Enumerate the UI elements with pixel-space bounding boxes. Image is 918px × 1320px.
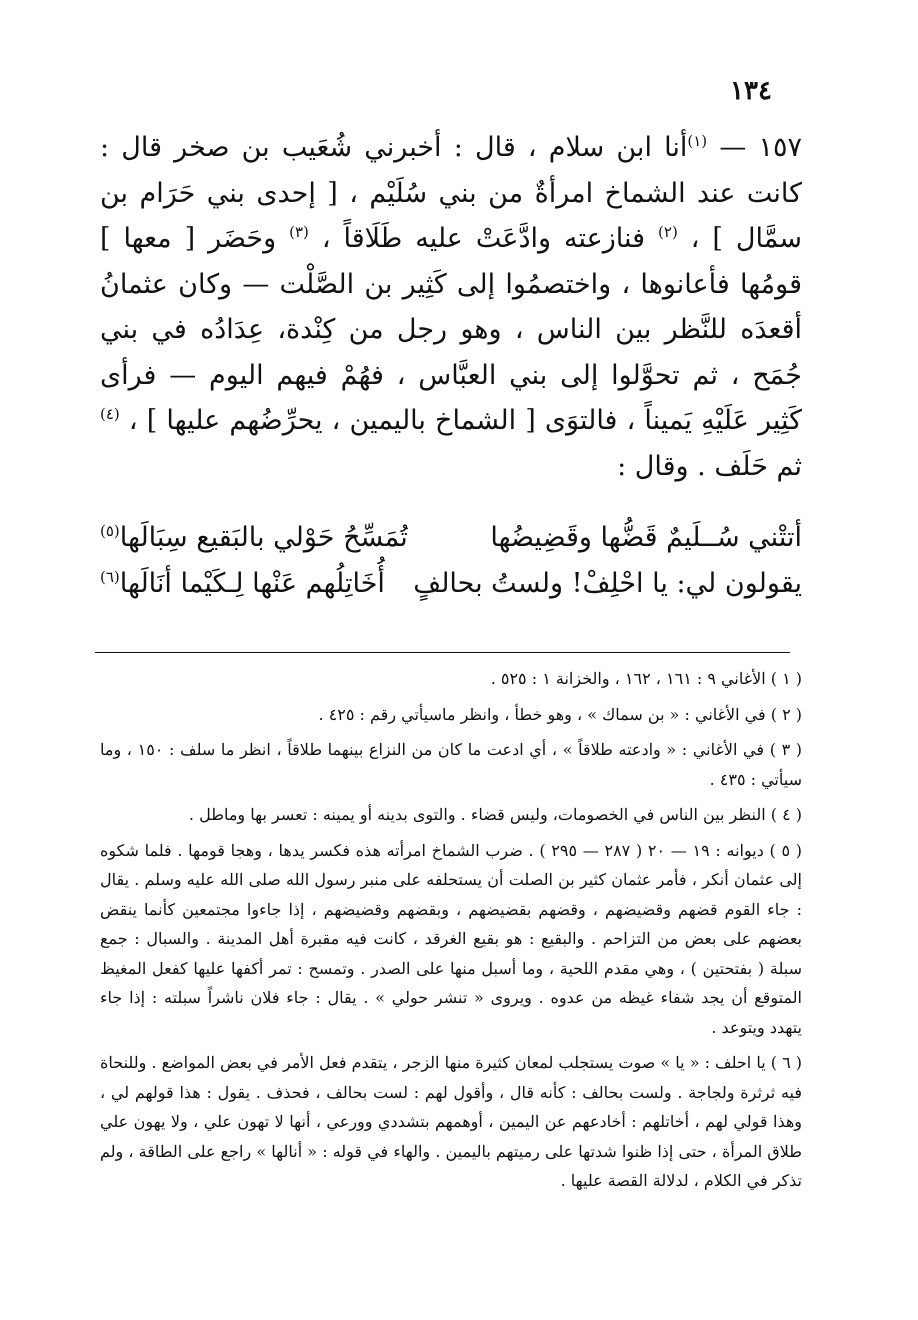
paragraph-text-2: فنازعته وادَّعَتْ عليه طَلَاقاً ، [321, 223, 646, 254]
main-paragraph [100, 125, 802, 489]
footnote-ref-2: (٢) [658, 223, 678, 241]
footnote-separator [95, 652, 790, 653]
paragraph-text-1: أنا ابن سلام ، قال : أخبرني شُعَيب بن صخر قال : كانت عند الشماخ امرأةٌ من بني سُلَيْم ، [ إحدى بني حَرَام بن سمَّال ] ، [100, 132, 803, 254]
footnote [100, 836, 802, 1043]
footnote [100, 1048, 802, 1196]
footnote-number: ( ٢ ) [770, 704, 802, 724]
footnote-ref-3: (٣) [289, 223, 309, 241]
paragraph-text-3: وحَضَر [ معها ] قومُها فأعانوها ، واختصمُوا إلى كَثِير بن الصَّلْت — وكان عثمانُ أقعدَه للنَّظر بين الناس ، وهو رجل من كِنْدة، عِدَادُه في بني جُمَح ، ثم تحوَّلوا إلى بني العبَّاس ، فهُمْ فيهم اليوم — فرأى كَثِير عَلَيْهِ يَميناً ، فالتوَى [ الشماخ باليمين ، يحرِّضُهم عليها ] ، [100, 223, 802, 436]
poem-verse [100, 515, 802, 561]
page-number: ١٣٤ [730, 76, 772, 106]
footnote-number: ( ٥ ) [769, 840, 803, 860]
footnotes [100, 664, 802, 1202]
footnote-ref-1: (١) [687, 132, 708, 150]
footnote [100, 664, 802, 694]
footnote-number: ( ٤ ) [770, 805, 802, 824]
verse-second-hemistich [100, 515, 408, 561]
footnote [100, 700, 802, 730]
verse-first-hemistich: يقولون لي: يا احْلِفْ! ولستُ بحالفٍ [413, 568, 802, 599]
footnote-text: في الأغاني : « بن سماك » ، وهو خطأ ، وانظر ماسيأتي رقم : ٤٢٥ . [318, 704, 766, 724]
footnote-text: ديوانه : ١٩ — ٢٠ ( ٢٨٧ — ٢٩٥ ) . ضرب الشماخ امرأته هذه فكسر يدها ، وهجا قومها . فلما شكوه إلى عثمان أنكر ، فأمر عثمان كثير بن الصلت أن يستحلفه على منبر رسول الله صلى الله عليه وسلم . يقال : جاء القوم قضهم وقضيضهم ، وقضهم بقضيضهم ، وبقضهم وقضيضهم ، إذا جاءوا مجتمعين كأنما ينقض بعضهم على بعض من التزاحم . والبقيع : هو بقيع الغرقد ، كانت فيه مقبرة أهل المدينة . والسبال : جمع سبلة ( بفتحتين ) ، وهي مقدم اللحية ، وما أسبل منها على الصدر . وتمسح : تمر أكفها عليها كفعل المغيظ المتوقع أن يجد شفاء غيظه من عدوه . ويروى « تنشر حولي » . يقال : جاء فلان ناشراً سبلته : إذا جاء يتهدد ويتوعد . [100, 840, 802, 1037]
footnote-text: يا احلف : « يا » صوت يستجلب لمعان كثيرة منها الزجر ، يتقدم فعل الأمر في بعض المواضع . وللنحاة فيه ثرثرة ولجاجة . ولست بحالف : كأنه قال ، وأقول لهم : لست بحالف ، فحذف . يقول : هذا قولهم لي ، وهذا قولي لهم ، أخاتلهم : أخادعهم عن اليمين ، أوهمهم بتشددي وورعي ، أنها لا تهون علي ، ولا يهون علي طلاق المرأة ، حتى إذا ظنوا شدتها على رميتهم باليمين . والهاء في قوله : « أنالها » راجع على الطاقة ، ولم تذكر في الكلام ، لدلالة القصة عليها . [100, 1053, 803, 1190]
verse-first-hemistich: أتتْني سُــلَيمٌ قَضُّها وقَضِيضُها [490, 522, 802, 553]
footnote-ref-5: (٥) [100, 522, 120, 540]
footnote-number: ( ٣ ) [769, 740, 803, 759]
footnote-ref-4: (٤) [100, 405, 120, 423]
footnote-ref-6: (٦) [100, 568, 120, 586]
footnote-number: ( ١ ) [770, 669, 802, 688]
entry-number: ١٥٧ — [719, 132, 802, 163]
footnote [100, 800, 802, 830]
paragraph-text-4: ثم حَلَف . وقال : [617, 450, 802, 482]
poem-verse [100, 561, 802, 607]
verse-second-hemistich [100, 561, 385, 607]
poem [100, 515, 802, 607]
anecdote-paragraph [100, 125, 802, 489]
footnote-text: الأغاني ٩ : ١٦١ ، ١٦٢ ، والخزانة ١ : ٥٢٥ . [490, 669, 766, 688]
footnote-text: النظر بين الناس في الخصومات، وليس قضاء . والتوى بدينه أو يمينه : تعسر بها وماطل . [188, 805, 766, 824]
footnote [100, 735, 802, 794]
verse-second-hemistich-text: أُخَاتِلُهم عَنْها لِـكَيْما أنَالَها [119, 568, 385, 599]
footnote-text: في الأغاني : « وادعته طلاقاً » ، أي ادعت ما كان من النزاع بينهما طلاقاً ، انظر ما سلف : ١٥٠ ، وما سيأتي : ٤٣٥ . [100, 740, 802, 789]
verse-second-hemistich-text: تُمَسِّحُ حَوْلي بالبَقيع سِبَالَها [119, 522, 408, 553]
footnote-number: ( ٦ ) [770, 1053, 802, 1072]
